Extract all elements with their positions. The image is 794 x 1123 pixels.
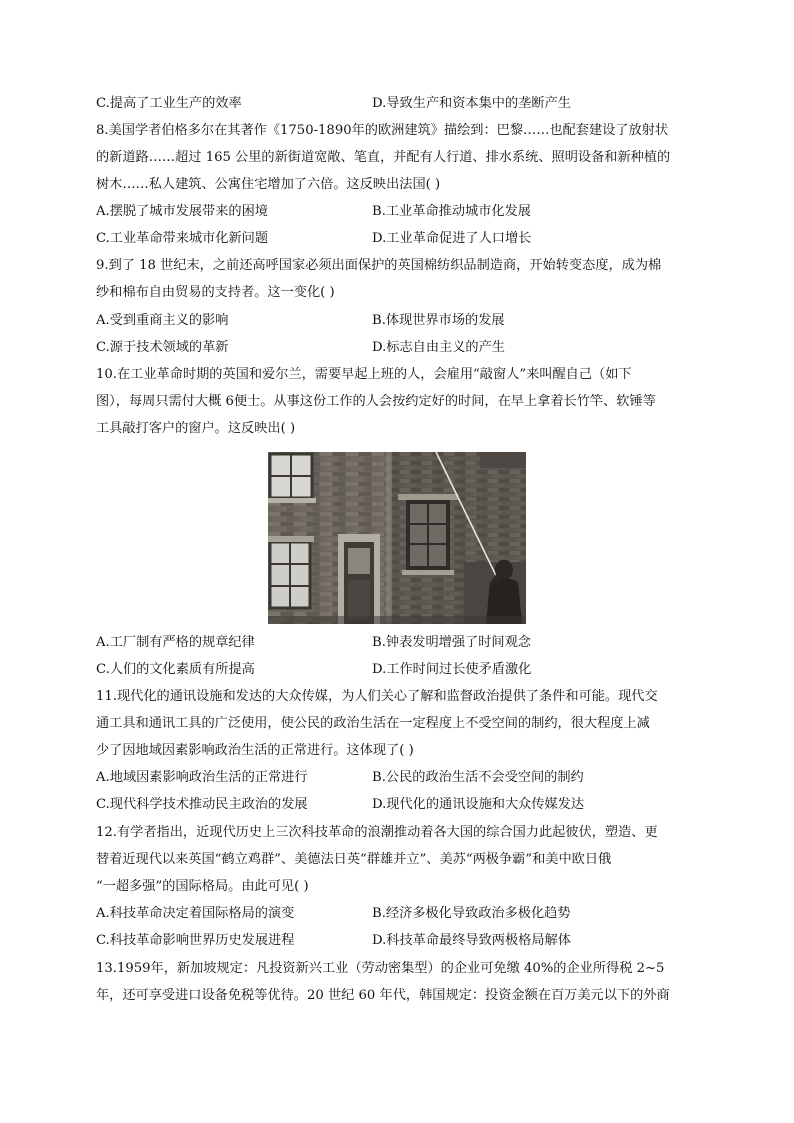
q10-option-c[interactable]: C.人们的文化素质有所提高 <box>96 662 255 677</box>
q8-option-b[interactable]: B.工业革命推动城市化发展 <box>372 204 531 219</box>
q8-stem-line-1: 8.美国学者伯格多尔在其著作《1750-1890年的欧洲建筑》描绘到：巴黎……也配套建设了放射状 <box>96 123 669 138</box>
q11-option-c[interactable]: C.现代科学技术推动民主政治的发展 <box>96 797 308 812</box>
q9-option-d[interactable]: D.标志自由主义的产生 <box>372 340 505 355</box>
q10-option-b[interactable]: B.钟表发明增强了时间观念 <box>372 635 531 650</box>
q12-option-b[interactable]: B.经济多极化导致政治多极化趋势 <box>372 906 571 921</box>
q7-option-d[interactable]: D.导致生产和资本集中的垄断产生 <box>372 96 571 111</box>
q10-stem-line-1: 10.在工业革命时期的英国和爱尔兰，需要早起上班的人，会雇用“敲窗人”来叫醒自己（如下 <box>96 367 632 382</box>
q12-options-row-cd <box>96 931 716 951</box>
q12-option-c[interactable]: C.科技革命影响世界历史发展进程 <box>96 933 295 948</box>
q11-option-d[interactable]: D.现代化的通讯设施和大众传媒发达 <box>372 797 585 812</box>
q9-option-c[interactable]: C.源于技术领域的革新 <box>96 340 229 355</box>
q9-options-row-cd <box>96 338 716 358</box>
q11-options-row-ab <box>96 768 716 788</box>
q9-stem-line-1: 9.到了 18 世纪末，之前还高呼国家必须出面保护的英国棉纺织品制造商，开始转变态度，成为棉 <box>96 258 662 273</box>
knocker-up-photo <box>268 452 526 624</box>
q8-options-row-cd <box>96 229 716 249</box>
q10-option-a[interactable]: A.工厂制有严格的规章纪律 <box>96 635 255 650</box>
q11-stem-line-2: 通工具和通讯工具的广泛使用，使公民的政治生活在一定程度上不受空间的制约，很大程度上减 <box>96 716 650 731</box>
q12-stem-line-3: “一超多强”的国际格局。由此可见( ) <box>96 879 309 894</box>
q9-options-row-ab <box>96 311 716 331</box>
q11-option-a[interactable]: A.地域因素影响政治生活的正常进行 <box>96 770 308 785</box>
q8-option-d[interactable]: D.工业革命促进了人口增长 <box>372 231 532 246</box>
q13-stem-line-2: 年，还可享受进口设备免税等优待。20 世纪 60 年代，韩国规定：投资金额在百万美元以下的外商 <box>96 988 670 1003</box>
q12-stem-line-2: 替着近现代以来英国“鹤立鸡群”、美德法日英“群雄并立”、美苏“两极争霸”和美中欧日俄 <box>96 852 612 867</box>
q12-stem-line-1: 12.有学者指出，近现代历史上三次科技革命的浪潮推动着各大国的综合国力此起彼伏，塑造、更 <box>96 825 658 840</box>
q8-option-a[interactable]: A.摆脱了城市发展带来的困境 <box>96 204 268 219</box>
q11-stem-line-3: 少了因地域因素影响政治生活的正常进行。这体现了( ) <box>96 743 414 758</box>
q12-option-a[interactable]: A.科技革命决定着国际格局的演变 <box>96 906 295 921</box>
q7-options-row-cd <box>96 94 716 114</box>
q11-option-b[interactable]: B.公民的政治生活不会受空间的制约 <box>372 770 584 785</box>
q7-option-c[interactable]: C.提高了工业生产的效率 <box>96 96 242 111</box>
q10-option-d[interactable]: D.工作时间过长使矛盾激化 <box>372 662 532 677</box>
q9-option-b[interactable]: B.体现世界市场的发展 <box>372 313 505 328</box>
q10-stem-line-3: 工具敲打客户的窗户。这反映出( ) <box>96 421 296 436</box>
q11-stem-line-1: 11.现代化的通讯设施和发达的大众传媒，为人们关心了解和监督政治提供了条件和可能。现代交 <box>96 689 658 704</box>
q10-options-row-cd <box>96 660 716 680</box>
q8-options-row-ab <box>96 202 716 222</box>
q8-stem-line-2: 的新道路……超过 165 公里的新街道宽敞、笔直，并配有人行道、排水系统、照明设备和新种植的 <box>96 150 671 165</box>
q11-options-row-cd <box>96 795 716 815</box>
q8-option-c[interactable]: C.工业革命带来城市化新问题 <box>96 231 269 246</box>
q13-stem-line-1: 13.1959年，新加坡规定：凡投资新兴工业（劳动密集型）的企业可免缴 40%的企业所得税 2~5 <box>96 961 665 976</box>
q12-option-d[interactable]: D.科技革命最终导致两极格局解体 <box>372 933 571 948</box>
q12-options-row-ab <box>96 904 716 924</box>
q9-stem-line-2: 纱和棉布自由贸易的支持者。这一变化( ) <box>96 285 335 300</box>
q8-stem-line-3: 树木……私人建筑、公寓住宅增加了六倍。这反映出法国( ) <box>96 177 441 192</box>
q10-stem-line-2: 图），每周只需付大概 6便士。从事这份工作的人会按约定好的时间，在早上拿着长竹竿、软锤等 <box>96 394 656 409</box>
q10-options-row-ab <box>96 633 716 653</box>
q9-option-a[interactable]: A.受到重商主义的影响 <box>96 313 229 328</box>
